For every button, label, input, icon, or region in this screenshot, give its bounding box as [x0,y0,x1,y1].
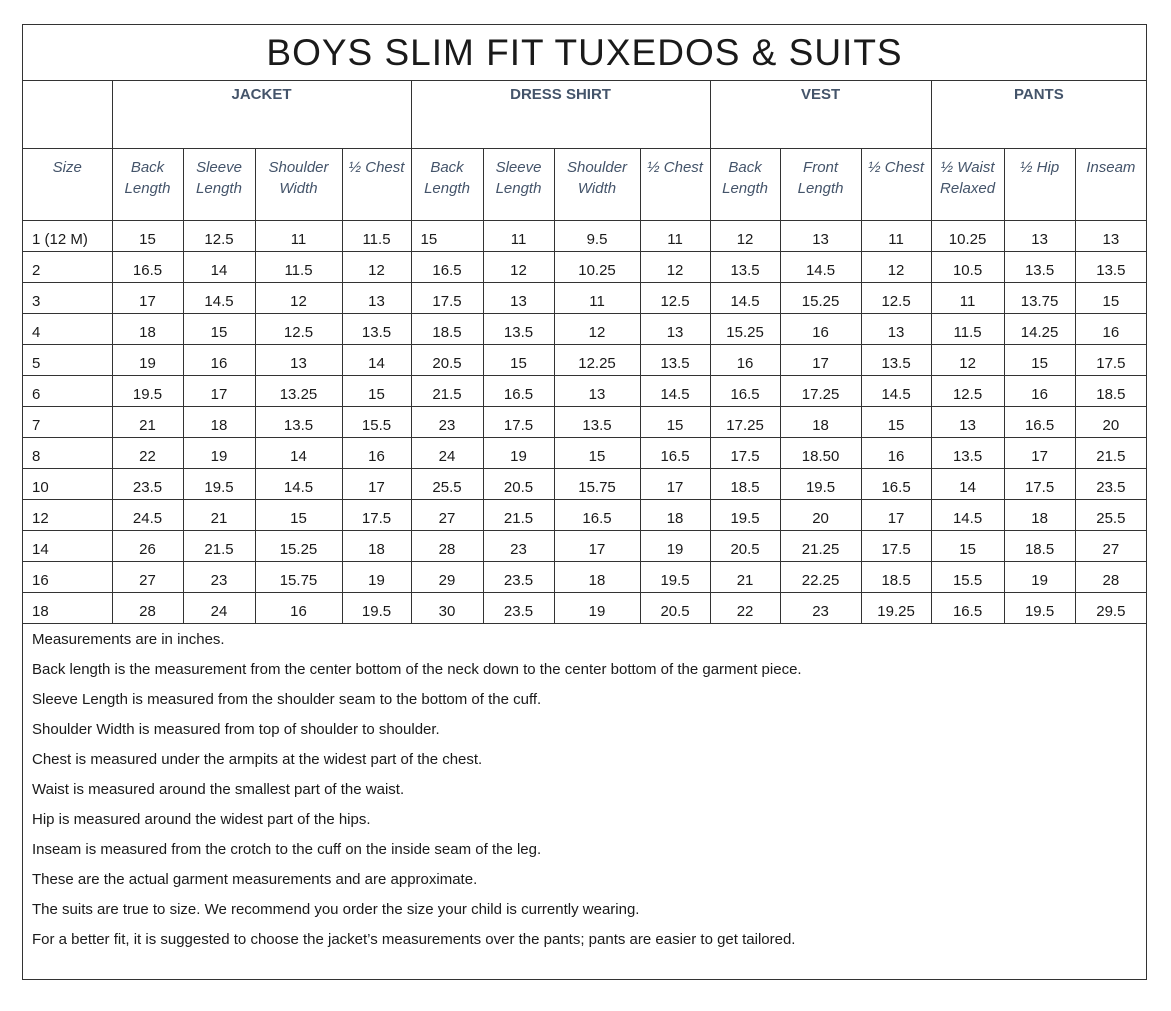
measurement-cell: 19.5 [640,561,710,592]
measurement-cell: 18 [780,406,861,437]
measurement-cell: 16.5 [112,251,183,282]
measurement-cell: 11.5 [931,313,1004,344]
measurement-cell: 17 [183,375,255,406]
measurement-cell: 18 [640,499,710,530]
measurement-cell: 16 [183,344,255,375]
measurement-cell: 16 [342,437,411,468]
measurement-cell: 12 [640,251,710,282]
measurement-cell: 23.5 [112,468,183,499]
measurement-cell: 14.5 [255,468,342,499]
measurement-cell: 17.5 [1004,468,1075,499]
measurement-cell: 28 [411,530,483,561]
measurement-cell: 17 [1004,437,1075,468]
measurement-cell: 12 [710,220,780,251]
size-cell: 10 [23,468,112,499]
measurement-cell: 15.5 [931,561,1004,592]
measurement-cell: 14 [342,344,411,375]
measurement-cell: 15 [411,220,483,251]
measurement-cell: 20 [780,499,861,530]
column-header: ½ Chest [861,148,931,220]
measurement-cell: 9.5 [554,220,640,251]
measurement-cell: 17 [112,282,183,313]
measurement-cell: 15.75 [255,561,342,592]
measurement-cell: 12.5 [183,220,255,251]
note-line: Waist is measured around the smallest part of the waist. [32,780,405,798]
measurement-cell: 17.5 [1075,344,1146,375]
measurement-cell: 23 [780,592,861,623]
measurement-cell: 15 [1004,344,1075,375]
table-row [23,282,1146,313]
measurement-cell: 11 [640,220,710,251]
size-cell: 4 [23,313,112,344]
measurement-cell: 11 [931,282,1004,313]
measurement-cell: 17.5 [342,499,411,530]
column-header: Shoulder Width [255,148,342,220]
measurement-cell: 13.5 [640,344,710,375]
note-line: Back length is the measurement from the center bottom of the neck down to the center bottom of the garment piece. [32,660,802,678]
table-row [23,468,1146,499]
table-row [23,592,1146,623]
measurement-cell: 23 [483,530,554,561]
measurement-cell: 13.5 [255,406,342,437]
measurement-cell: 13.5 [710,251,780,282]
measurement-cell: 13.5 [554,406,640,437]
measurement-cell: 28 [1075,561,1146,592]
measurement-cell: 13 [1075,220,1146,251]
column-header: ½ Waist Relaxed [931,148,1004,220]
note-line: Hip is measured around the widest part of the hips. [32,810,371,828]
measurement-cell: 12.5 [931,375,1004,406]
column-header: Inseam [1075,148,1146,220]
measurement-cell: 17 [861,499,931,530]
table-row [23,344,1146,375]
measurement-cell: 21.5 [411,375,483,406]
measurement-cell: 13.5 [861,344,931,375]
measurement-cell: 13.5 [1004,251,1075,282]
group-dress-shirt: DRESS SHIRT [411,81,710,148]
measurement-cell: 23 [183,561,255,592]
measurement-cell: 23.5 [483,561,554,592]
size-chart [22,24,1147,980]
measurement-cell: 12 [483,251,554,282]
measurement-cell: 16 [1075,313,1146,344]
measurement-cell: 19 [342,561,411,592]
measurement-cell: 13.5 [342,313,411,344]
measurement-cell: 11.5 [255,251,342,282]
note-line: The suits are true to size. We recommend you order the size your child is currently wearing. [32,900,640,918]
measurement-cell: 19.5 [780,468,861,499]
measurement-cell: 18 [342,530,411,561]
measurement-cell: 12 [554,313,640,344]
measurement-cell: 21 [710,561,780,592]
measurement-cell: 17 [342,468,411,499]
column-header-row [23,148,1146,220]
measurement-cell: 10.25 [554,251,640,282]
measurement-cell: 16.5 [710,375,780,406]
note-line: Measurements are in inches. [32,630,225,648]
measurement-cell: 16.5 [554,499,640,530]
measurement-cell: 15 [255,499,342,530]
column-header: Back Length [411,148,483,220]
column-header: ½ Chest [640,148,710,220]
measurement-cell: 16.5 [931,592,1004,623]
measurement-cell: 15.5 [342,406,411,437]
measurement-cell: 27 [411,499,483,530]
measurement-cell: 22.25 [780,561,861,592]
measurement-cell: 16.5 [483,375,554,406]
table-row [23,530,1146,561]
measurement-cell: 15 [554,437,640,468]
measurement-cell: 10.25 [931,220,1004,251]
measurement-cell: 12.5 [640,282,710,313]
measurement-cell: 18.5 [1075,375,1146,406]
size-cell: 2 [23,251,112,282]
measurement-cell: 12.5 [861,282,931,313]
measurement-cell: 15 [183,313,255,344]
measurement-cell: 14.5 [780,251,861,282]
measurement-cell: 21 [112,406,183,437]
measurement-cell: 19 [1004,561,1075,592]
measurement-cell: 13 [483,282,554,313]
measurement-cell: 30 [411,592,483,623]
group-jacket: JACKET [112,81,411,148]
measurement-cell: 19 [554,592,640,623]
measurement-cell: 16.5 [640,437,710,468]
measurement-cell: 14.5 [931,499,1004,530]
size-cell: 8 [23,437,112,468]
measurement-cell: 29 [411,561,483,592]
table-row [23,561,1146,592]
measurement-cell: 16.5 [1004,406,1075,437]
measurement-cell: 13.25 [255,375,342,406]
measurement-cell: 24 [183,592,255,623]
size-cell: 18 [23,592,112,623]
measurement-cell: 17 [780,344,861,375]
measurement-cell: 19.5 [342,592,411,623]
column-header: Front Length [780,148,861,220]
measurement-cell: 13 [342,282,411,313]
size-cell: 5 [23,344,112,375]
measurement-cell: 20.5 [411,344,483,375]
size-cell: 7 [23,406,112,437]
measurement-cell: 16 [255,592,342,623]
measurement-cell: 18.50 [780,437,861,468]
measurement-cell: 17 [640,468,710,499]
measurement-cell: 18 [112,313,183,344]
measurement-cell: 16 [861,437,931,468]
measurement-cell: 17 [554,530,640,561]
measurement-cell: 28 [112,592,183,623]
size-table [23,81,1146,624]
measurement-cell: 15 [931,530,1004,561]
note-line: Shoulder Width is measured from top of shoulder to shoulder. [32,720,440,738]
measurement-cell: 12.5 [255,313,342,344]
measurement-cell: 12 [861,251,931,282]
measurement-cell: 13 [255,344,342,375]
group-header-row [23,81,1146,148]
measurement-cell: 27 [1075,530,1146,561]
column-header: Shoulder Width [554,148,640,220]
measurement-cell: 25.5 [411,468,483,499]
measurement-cell: 22 [112,437,183,468]
table-row [23,251,1146,282]
measurement-cell: 11.5 [342,220,411,251]
measurement-cell: 14 [931,468,1004,499]
measurement-cell: 19 [112,344,183,375]
table-row [23,313,1146,344]
measurement-cell: 13 [554,375,640,406]
size-cell: 16 [23,561,112,592]
measurement-cell: 15 [861,406,931,437]
measurement-cell: 16 [1004,375,1075,406]
group-vest: VEST [710,81,931,148]
measurement-cell: 21 [183,499,255,530]
measurement-cell: 17.5 [411,282,483,313]
group-pants: PANTS [931,81,1146,148]
measurement-cell: 26 [112,530,183,561]
measurement-cell: 15 [112,220,183,251]
measurement-cell: 23.5 [483,592,554,623]
measurement-cell: 14.5 [183,282,255,313]
note-line: These are the actual garment measurements and are approximate. [32,870,478,888]
measurement-cell: 18.5 [861,561,931,592]
measurement-cell: 18.5 [710,468,780,499]
measurement-cell: 15.75 [554,468,640,499]
measurement-cell: 11 [554,282,640,313]
measurement-cell: 14.5 [861,375,931,406]
measurement-cell: 14 [183,251,255,282]
measurement-cell: 19.5 [1004,592,1075,623]
measurement-cell: 21.25 [780,530,861,561]
measurement-cell: 13.5 [1075,251,1146,282]
measurement-cell: 25.5 [1075,499,1146,530]
column-header: Back Length [710,148,780,220]
table-row [23,437,1146,468]
measurement-cell: 15.25 [710,313,780,344]
size-cell: 3 [23,282,112,313]
measurement-cell: 15.25 [255,530,342,561]
measurement-cell: 12 [931,344,1004,375]
table-row [23,220,1146,251]
measurement-cell: 12.25 [554,344,640,375]
note-line: Sleeve Length is measured from the shoulder seam to the bottom of the cuff. [32,690,542,708]
measurement-cell: 20.5 [483,468,554,499]
measurement-cell: 23.5 [1075,468,1146,499]
note-line: For a better fit, it is suggested to choose the jacket’s measurements over the pants; pants are easier to get tailored. [32,930,796,948]
measurement-cell: 14 [255,437,342,468]
measurement-cell: 13.5 [931,437,1004,468]
measurement-cell: 16 [710,344,780,375]
measurement-cell: 17.25 [710,406,780,437]
measurement-cell: 15 [1075,282,1146,313]
note-line: Inseam is measured from the crotch to the cuff on the inside seam of the leg. [32,840,542,858]
measurement-cell: 18 [554,561,640,592]
measurement-cell: 20.5 [640,592,710,623]
measurement-cell: 11 [255,220,342,251]
measurement-cell: 20 [1075,406,1146,437]
measurement-cell: 27 [112,561,183,592]
measurement-cell: 14.25 [1004,313,1075,344]
measurement-cell: 19.5 [112,375,183,406]
measurement-cell: 13 [780,220,861,251]
size-cell: 1 (12 M) [23,220,112,251]
measurement-cell: 13 [1004,220,1075,251]
measurement-cell: 18 [183,406,255,437]
measurement-cell: 19 [183,437,255,468]
measurement-cell: 24.5 [112,499,183,530]
measurement-cell: 11 [861,220,931,251]
measurement-cell: 19.5 [183,468,255,499]
measurement-cell: 24 [411,437,483,468]
measurement-cell: 16 [780,313,861,344]
column-header: Size [23,148,112,220]
measurement-cell: 16.5 [861,468,931,499]
measurement-cell: 12 [342,251,411,282]
measurement-cell: 13 [931,406,1004,437]
column-header: Sleeve Length [483,148,554,220]
measurement-cell: 17.5 [483,406,554,437]
measurement-cell: 14.5 [710,282,780,313]
measurement-cell: 21.5 [483,499,554,530]
measurement-cell: 15.25 [780,282,861,313]
note-line: Chest is measured under the armpits at the widest part of the chest. [32,750,483,768]
measurement-cell: 11 [483,220,554,251]
measurement-cell: 17.25 [780,375,861,406]
measurement-cell: 19 [483,437,554,468]
measurement-cell: 13 [640,313,710,344]
measurement-cell: 18.5 [1004,530,1075,561]
table-row [23,375,1146,406]
measurement-cell: 12 [255,282,342,313]
column-header: ½ Chest [342,148,411,220]
measurement-cell: 13.75 [1004,282,1075,313]
measurement-cell: 21.5 [1075,437,1146,468]
table-row [23,499,1146,530]
measurement-cell: 14.5 [640,375,710,406]
measurement-cell: 15 [342,375,411,406]
measurement-cell: 29.5 [1075,592,1146,623]
measurement-cell: 15 [640,406,710,437]
measurement-cell: 15 [483,344,554,375]
measurement-cell: 19.5 [710,499,780,530]
measurement-cell: 18 [1004,499,1075,530]
size-cell: 12 [23,499,112,530]
measurement-cell: 17.5 [861,530,931,561]
measurement-cell: 10.5 [931,251,1004,282]
measurement-cell: 19 [640,530,710,561]
measurement-cell: 16.5 [411,251,483,282]
table-row [23,406,1146,437]
measurement-cell: 13 [861,313,931,344]
column-header: ½ Hip [1004,148,1075,220]
size-cell: 14 [23,530,112,561]
measurement-cell: 22 [710,592,780,623]
group-header-empty [23,81,112,148]
measurement-cell: 18.5 [411,313,483,344]
measurement-cell: 19.25 [861,592,931,623]
measurement-cell: 21.5 [183,530,255,561]
column-header: Sleeve Length [183,148,255,220]
measurement-cell: 23 [411,406,483,437]
measurement-cell: 20.5 [710,530,780,561]
notes-list [23,624,1146,962]
measurement-cell: 17.5 [710,437,780,468]
page-title: BOYS SLIM FIT TUXEDOS & SUITS [23,25,1146,81]
column-header: Back Length [112,148,183,220]
size-cell: 6 [23,375,112,406]
measurement-cell: 13.5 [483,313,554,344]
